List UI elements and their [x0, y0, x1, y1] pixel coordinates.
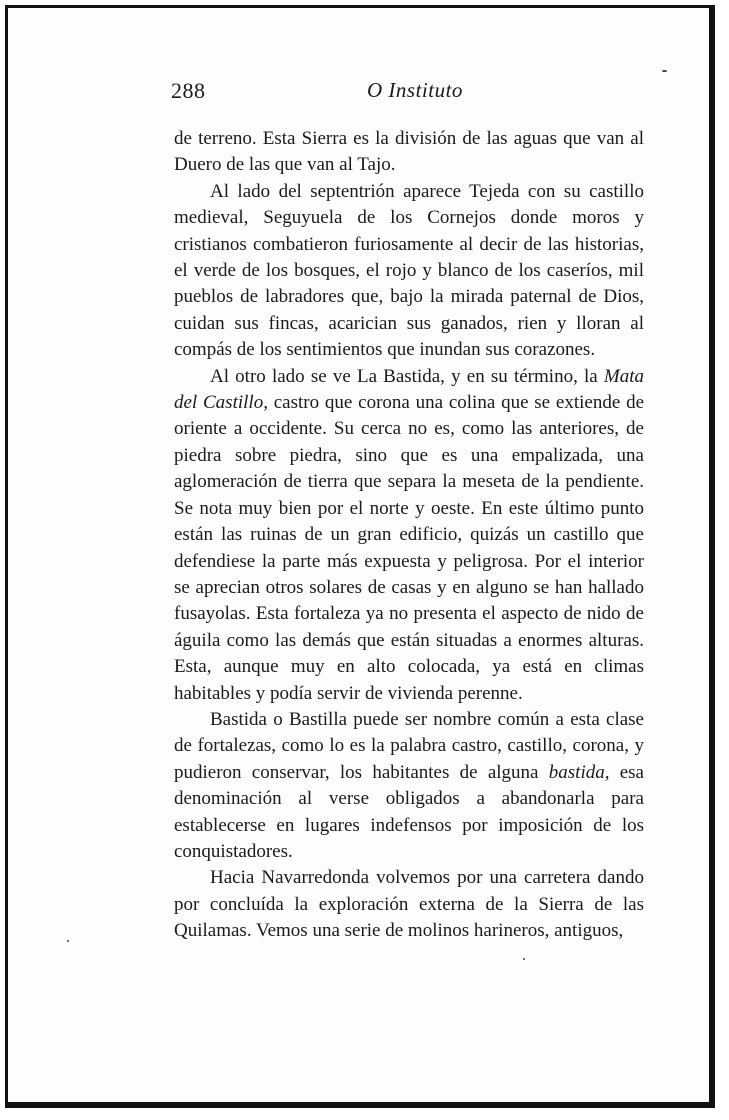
paragraph-text: Hacia Navarredonda volvemos por una carretera dando por concluída la exploración externa de la Sierra de las Quilamas. Vemos una serie de molinos harineros, antiguos, — [174, 867, 644, 942]
paragraph-text: Al otro lado se ve La Bastida, y en su término, la — [210, 365, 604, 387]
scan-speck — [662, 70, 667, 72]
paragraph-text: Bastida o Bastilla puede ser nombre común a esta clase de fortalezas, como lo es la palabra castro, castillo, corona, y pudieron conservar, los habitantes de alguna — [174, 708, 644, 783]
paragraph-text: Al lado del septentrión aparece Tejeda con su castillo medieval, Seguyuela de los Cornejos donde moros y cristianos combatieron furiosamente al decir de las historias, el verde de los bosques, el rojo y blanco de los caseríos, mil pueblos de labradores que, bajo la mirada paternal de Dios, cuidan sus fincas, acarician sus ganados, rien y lloran al compás de los sentimientos que inundan sus corazones. — [174, 180, 644, 361]
paragraph-text: esa denominación al verse obligados a abandonarla para establecerse en lugares indefensos por imposición de los conquistadores. — [174, 761, 644, 862]
paragraph — [174, 865, 644, 944]
paragraph — [174, 179, 644, 364]
paragraph-text: de terreno. Esta Sierra es la división de las aguas que van al Duero de las que van al Tajo. — [174, 128, 644, 176]
paragraph-text: castro que corona una colina que se extiende de oriente a occidente. Su cerca no es, como las anteriores, de piedra sobre piedra, sino que es una empalizada, una aglomeración de tierra que separa la meseta de la pendiente. Se nota muy bien por el norte y oeste. En este último punto están las ruinas de un gran edificio, quizás un castillo que defendiese la parte más expuesta y peligrosa. Por el interior se aprecian otros solares de casas y en alguno se han hallado fusayolas. Esta fortaleza ya no presenta el aspecto de nido de águila como las demás que están situadas a enormes alturas. Esta, aunque muy en alto colocada, ya está en climas habitables y podía servir de vivienda perenne. — [174, 392, 644, 704]
body-text — [174, 126, 644, 945]
running-title: O Instituto — [367, 78, 463, 102]
page-header — [169, 78, 643, 108]
scan-speck — [67, 940, 69, 942]
italic-text: bastida, — [548, 761, 610, 783]
page-number: 288 — [171, 78, 206, 103]
paragraph — [174, 364, 644, 707]
paragraph — [174, 126, 644, 179]
paragraph — [174, 707, 644, 865]
italic-text: Mata del Castillo, — [174, 365, 644, 414]
scan-speck — [523, 958, 525, 960]
